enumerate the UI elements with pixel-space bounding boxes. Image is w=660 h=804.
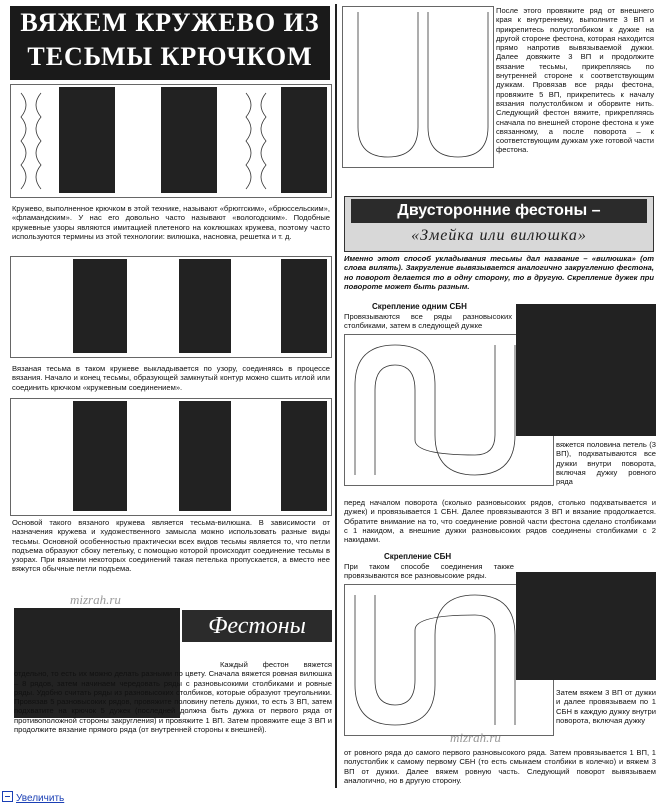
braid-photo-3 bbox=[281, 87, 327, 193]
header-line-1: ВЯЖЕМ КРУЖЕВО ИЗ bbox=[20, 8, 320, 37]
zoom-link-label: Увеличить bbox=[16, 793, 65, 804]
column-divider bbox=[335, 4, 337, 788]
braid-photo-2 bbox=[161, 87, 217, 193]
braid-samples-row-3 bbox=[10, 398, 332, 516]
section-2-subtitle: «Змейка или вилюшка» bbox=[411, 227, 587, 244]
braid-photo-8 bbox=[179, 401, 231, 511]
section-2-title: Двусторонние фестоны – bbox=[351, 199, 647, 223]
festoon-diagram-top bbox=[342, 6, 494, 168]
section-2-intro: Именно этот способ укладывания тесьмы дал название – «вилюшка» (от слова вилять). Закругление вывязывается аналогично закруглению фестона, но поворот делается то в одну сторону, то в другую. Скрепление дужек при повороте может быть разным. bbox=[344, 254, 654, 291]
festony-title: Фестоны bbox=[182, 610, 332, 642]
sbn1-text: Провязываются все ряды разновысоких столбиками, затем в следующей дужке bbox=[344, 312, 512, 331]
paragraph-2: Вязаная тесьма в таком кружеве выкладывается по узору, соединяясь в процессе вязания. Начало и конец тесьмы, образующей замкнутый контур можно сшить иглой или соединить крючком «кружевным соединением». bbox=[12, 364, 330, 392]
braid-photo-4 bbox=[73, 259, 127, 353]
braid-photo-6 bbox=[281, 259, 327, 353]
braid-samples-row-1 bbox=[10, 84, 332, 198]
sbn1-continued: перед началом поворота (сколько разновысоких рядов, столько подхватывается и дужек) и провязывается 1 СБН. Далее провязываются 3 ВП и вязание продолжается. Обратите внимание на то, что соединение ровной части фестона сделано столбиками с 1 накидом, а внешние дужки разновысоких рядов соединены столбиками с 2 накидами. bbox=[344, 498, 656, 545]
sbn1-side-text: вяжется половина петель (3 ВП), подхватываются все дужки внутри поворота, включая дужку ровного ряда bbox=[556, 440, 656, 487]
section-2-title-box bbox=[344, 196, 654, 252]
braid-photo-1 bbox=[59, 87, 115, 193]
paragraph-3: Основой такого вязаного кружева является тесьма-вилюшка. В зависимости от назначения кружева и художественного замысла можно использовать разные виды тесьмы. Основной особенностью практически всех видов тесьмы является то, что петли подъема образуют сбоку петельку, с помощью которой происходит соединение тесьмы в узорах. При вязании некоторых соединений такая петелька пропускается, а вместо нее вяжутся обычные петли подъема. bbox=[12, 518, 330, 574]
zoom-link[interactable] bbox=[2, 791, 64, 804]
braid-samples-row-2 bbox=[10, 256, 332, 358]
intro-text: Кружево, выполненное крючком в этой технике, называют «брюггским», «брюссельским», «фламандским». У нас его довольно часто называют «вологодским». Подобные кружевные узоры являются имитацией плетеного на коклюшках кружева, поэтому часто используются термины из этой технологии: вилюшка, насновка, решетка и т. д. bbox=[12, 204, 330, 241]
magnify-icon bbox=[2, 791, 13, 802]
watermark-left: mizrah.ru bbox=[70, 592, 121, 607]
braid-photo-5 bbox=[179, 259, 231, 353]
sbn2-photo bbox=[516, 572, 656, 680]
braid-photo-9 bbox=[281, 401, 327, 511]
festoon-diagram-svg bbox=[343, 7, 493, 167]
festony-text: Каждый фестон вяжется отдельно, то есть их можно делать разными по цвету. Сначала вяжется ровная вилюшка – 8 рядов, затем начинаем чередовать ряды с разновысокими столбиками и ровные ряды. Удобно считать ряды из разновысоких столбиков, которые образуют треугольники. Провязав 5 разновысоких рядов, провяжите половину петель дужки, то есть 3 ВП, затем подхватите на крючок 5 дужек (последней должна быть дужка от первого ряда от противоположной стороны закругления) и провяжите 1 ВП. Затем провяжите еще 3 ВП и продолжите вязание прямого ряда (от внутренней стороны к внешней). bbox=[14, 660, 332, 735]
right-top-text: После этого провяжите ряд от внешнего края к внутреннему, выполните 3 ВП и прикрепитесь полустолбиком к дужке на другой стороне фестона, которая находится прямо напротив вывязываемой дужки. Далее довяжите 3 ВП и продолжите вязание тесьмы, прикрепляясь по внутренней стороне к соответствующим дужкам. Провязав все ряды фестона, провяжите 5 ВП, прикрепитесь к началу вязания полустолбиком и оборвите нить. Следующий фестон вяжите, прикрепляясь сначала по внешней стороне фестона к уже связанному, а после поворота – к соответствующим дужкам уже готовой части фестона. bbox=[496, 6, 654, 155]
sbn2-continued: от ровного ряда до самого первого разновысокого ряда. Затем провязывается 1 ВП, 1 полустолбик к самому первому СБН (то есть смыкаем столбики в колечко) и вяжем 3 ВП от дужки. Далее вяжем ровную часть. Следующий поворот вывязываем аналогично, но в другую сторону. bbox=[344, 748, 656, 785]
watermark-right: mizrah.ru bbox=[450, 730, 501, 745]
sbn1-photo bbox=[516, 304, 656, 436]
page-header bbox=[10, 6, 330, 80]
sbn1-label: Скрепление одним СБН bbox=[372, 302, 467, 311]
sbn2-label: Скрепление СБН bbox=[384, 552, 452, 561]
braid-photo-7 bbox=[73, 401, 127, 511]
header-line-2: ТЕСЬМЫ КРЮЧКОМ bbox=[27, 42, 313, 71]
sbn2-side-text: Затем вяжем 3 ВП от дужки и далее провязываем по 1 СБН в каждую дужку внутри поворота, включая дужку bbox=[556, 688, 656, 725]
sbn2-text: При таком способе соединения также провязываются все разновысокие ряды. bbox=[344, 562, 514, 581]
